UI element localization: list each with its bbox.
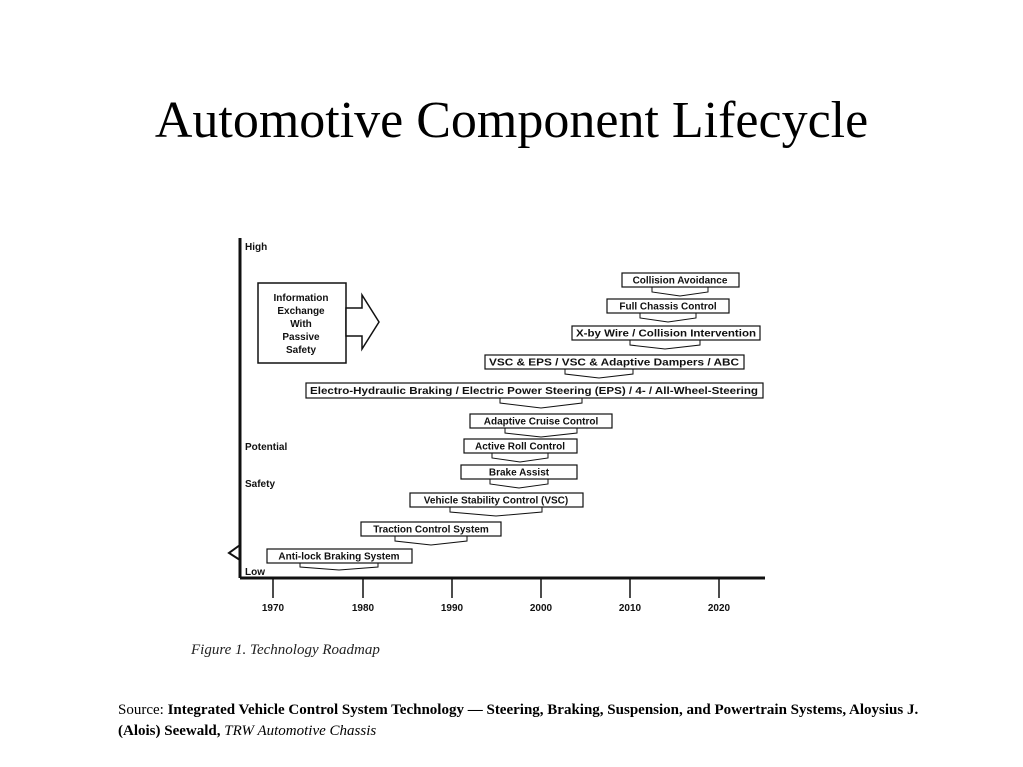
roadmap-item-x-by-wire (572, 326, 760, 349)
source-italic-text: TRW Automotive Chassis (224, 723, 377, 739)
source-bold-text: Integrated Vehicle Control System Technology — Steering, Braking, Suspension, and Powertrain Systems, Aloysius J. (Alois) Seewald, (118, 702, 919, 739)
x-label-1990: 1990 (440, 603, 464, 614)
x-label-1980: 1980 (351, 603, 375, 614)
connector-brace (300, 563, 378, 570)
roadmap-item-label: Collision Avoidance (632, 275, 728, 287)
roadmap-item-label: VSC & EPS / VSC & Adaptive Dampers / ABC (489, 357, 739, 369)
x-label-1970: 1970 (261, 603, 285, 614)
y-axis-break-mark (229, 545, 240, 560)
x-label-2010: 2010 (618, 603, 642, 614)
roadmap-item-tcs (361, 522, 501, 545)
info-line-1: Information (273, 293, 329, 304)
y-label-high: High (245, 242, 268, 253)
x-axis-ticks (273, 578, 719, 598)
roadmap-item-label: Active Roll Control (474, 441, 566, 453)
roadmap-item-vsc (410, 493, 583, 516)
x-label-2020: 2020 (707, 603, 731, 614)
connector-brace (630, 340, 700, 349)
roadmap-item-label: Full Chassis Control (619, 301, 717, 313)
y-label-safety: Safety (245, 479, 276, 490)
source-prefix: Source: (118, 702, 168, 718)
info-exchange-arrow (346, 295, 379, 349)
info-line-3: With (290, 319, 312, 330)
roadmap-item-abs (267, 549, 412, 570)
connector-brace (450, 507, 542, 516)
roadmap-item-label: Anti-lock Braking System (278, 551, 400, 563)
connector-brace (490, 479, 548, 488)
connector-brace (565, 369, 633, 378)
connector-brace (652, 287, 708, 296)
connector-brace (395, 536, 467, 545)
roadmap-item-label: Brake Assist (488, 467, 550, 479)
roadmap-item-label: Electro-Hydraulic Braking / Electric Power Steering (EPS) / 4- / All-Wheel-Steering (310, 386, 758, 397)
roadmap-item-label: Traction Control System (373, 524, 489, 536)
info-line-4: Passive (282, 332, 320, 343)
info-line-5: Safety (285, 345, 317, 356)
connector-brace (640, 313, 696, 322)
x-label-2000: 2000 (529, 603, 553, 614)
connector-brace (500, 398, 582, 408)
source-citation (118, 700, 938, 742)
page-title: Automotive Component Lifecycle (154, 92, 869, 149)
roadmap-item-active-roll (464, 439, 577, 462)
y-label-low: Low (245, 567, 265, 578)
roadmap-item-brake-assist (461, 465, 577, 488)
roadmap-item-ehb-eps (306, 383, 763, 408)
roadmap-item-label: Adaptive Cruise Control (483, 416, 599, 428)
technology-roadmap-figure (190, 228, 780, 668)
roadmap-item-collision-avoidance (622, 273, 739, 296)
info-line-2: Exchange (277, 306, 325, 317)
roadmap-item-label: X-by Wire / Collision Intervention (576, 328, 756, 340)
roadmap-item-acc (470, 414, 612, 437)
connector-brace (492, 453, 548, 462)
connector-brace (505, 428, 577, 437)
roadmap-item-label: Vehicle Stability Control (VSC) (423, 495, 569, 507)
y-label-potential: Potential (245, 442, 288, 453)
roadmap-item-full-chassis (607, 299, 729, 322)
roadmap-item-vsc-eps (485, 355, 744, 378)
figure-caption: Figure 1. Technology Roadmap (191, 642, 380, 658)
